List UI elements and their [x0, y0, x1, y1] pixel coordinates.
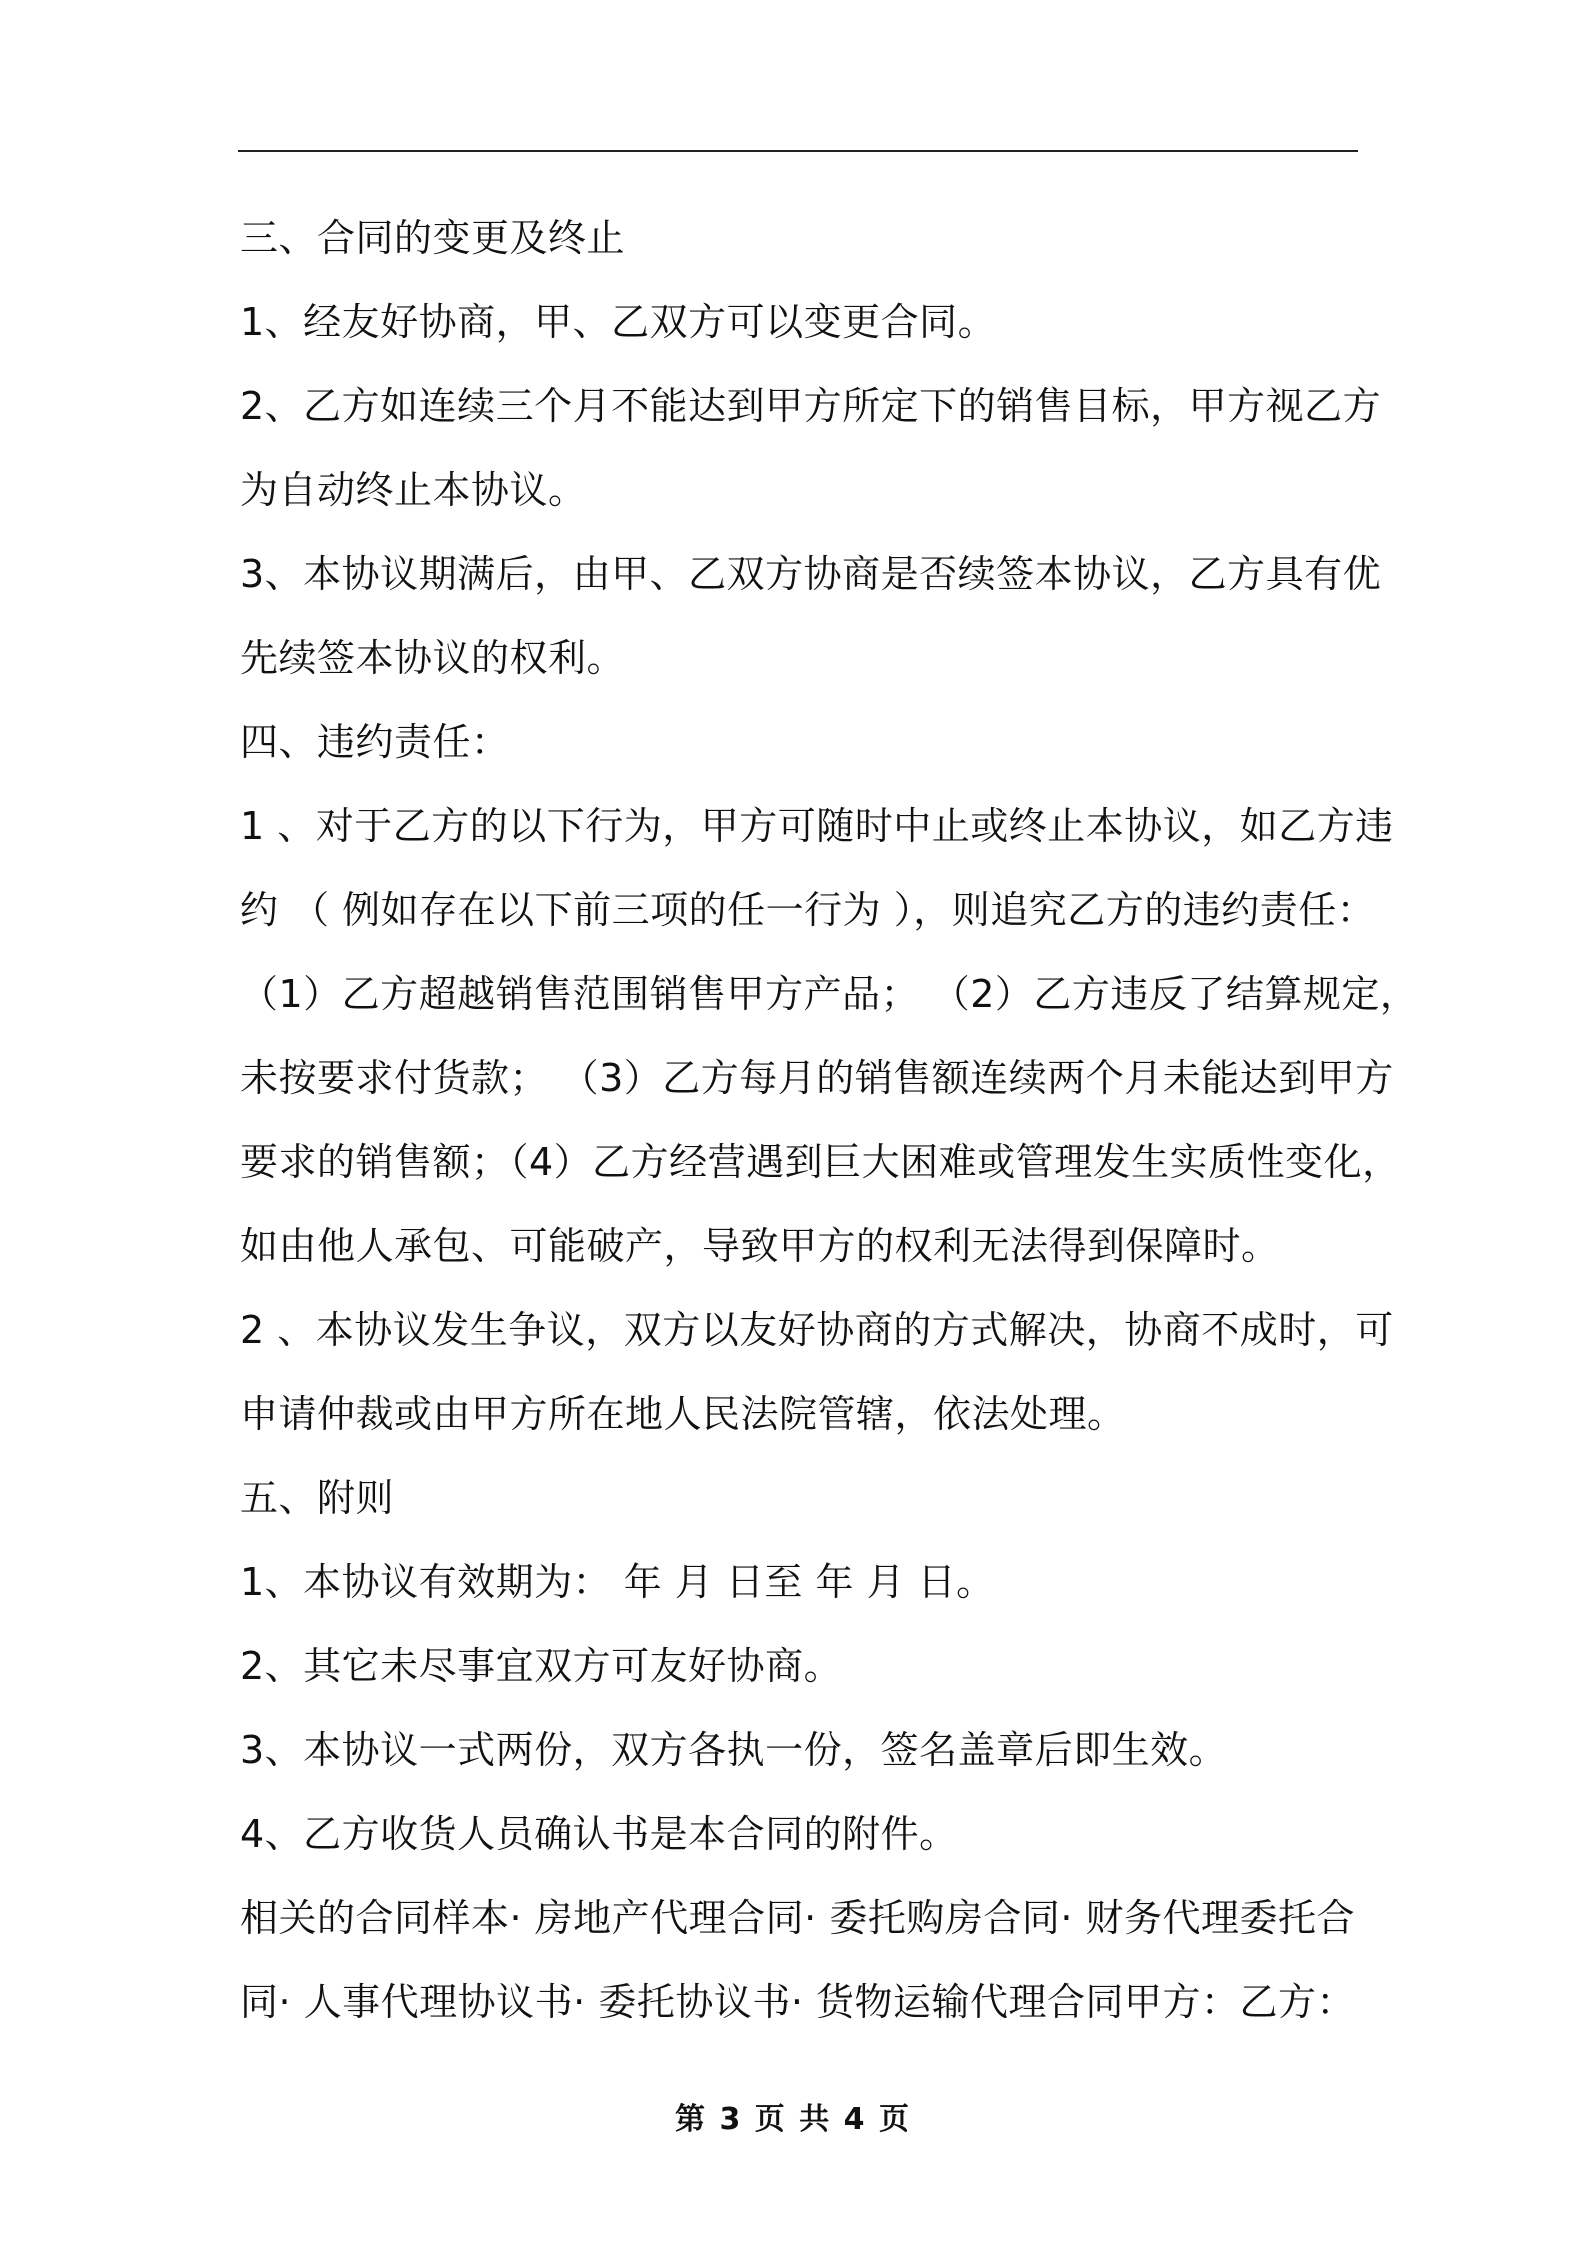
paragraph-line: 4、乙方收货人员确认书是本合同的附件。: [240, 1812, 958, 1856]
section-heading-liability: 四、违约责任：: [240, 720, 510, 764]
paragraph-line: 为自动终止本协议。: [240, 468, 587, 512]
section-heading-supplementary: 五、附则: [240, 1476, 395, 1520]
paragraph-line: 2 、本协议发生争议，双方以友好协商的方式解决，协商不成时，可: [240, 1308, 1394, 1352]
paragraph-line: 3、本协议一式两份，双方各执一份，签名盖章后即生效。: [240, 1728, 1228, 1772]
paragraph-line: 如由他人承包、可能破产，导致甲方的权利无法得到保障时。: [240, 1224, 1280, 1268]
page-number: 第 3 页 共 4 页: [675, 2102, 911, 2137]
related-templates-line: 同· 人事代理协议书· 委托协议书· 货物运输代理合同甲方：乙方：: [240, 1980, 1355, 2024]
paragraph-line: 1 、对于乙方的以下行为，甲方可随时中止或终止本协议，如乙方违: [240, 804, 1394, 848]
paragraph-line: 1、本协议有效期为： 年 月 日至 年 月 日。: [240, 1560, 995, 1604]
document-body: [240, 196, 1419, 2044]
paragraph-line: 1、经友好协商，甲、乙双方可以变更合同。: [240, 300, 997, 344]
related-templates-line: 相关的合同样本· 房地产代理合同· 委托购房合同· 财务代理委托合: [240, 1896, 1355, 1940]
header-rule: [238, 150, 1358, 152]
paragraph-line: 2、乙方如连续三个月不能达到甲方所定下的销售目标，甲方视乙方: [240, 384, 1382, 428]
paragraph-line: 要求的销售额；（4）乙方经营遇到巨大困难或管理发生实质性变化，: [240, 1140, 1401, 1184]
section-heading-amendment: 三、合同的变更及终止: [240, 216, 626, 260]
paragraph-line: 3、本协议期满后，由甲、乙双方协商是否续签本协议，乙方具有优: [240, 552, 1382, 596]
paragraph-line: 申请仲裁或由甲方所在地人民法院管辖，依法处理。: [240, 1392, 1126, 1436]
paragraph-line: 先续签本协议的权利。: [240, 636, 626, 680]
paragraph-line: 约 （ 例如存在以下前三项的任一行为 ），则追究乙方的违约责任：: [240, 888, 1376, 932]
paragraph-line: 2、其它未尽事宜双方可友好协商。: [240, 1644, 843, 1688]
paragraph-line: 未按要求付货款； （3）乙方每月的销售额连续两个月未能达到甲方: [240, 1056, 1394, 1100]
paragraph-line: （1）乙方超越销售范围销售甲方产品； （2）乙方违反了结算规定，: [240, 972, 1419, 1016]
